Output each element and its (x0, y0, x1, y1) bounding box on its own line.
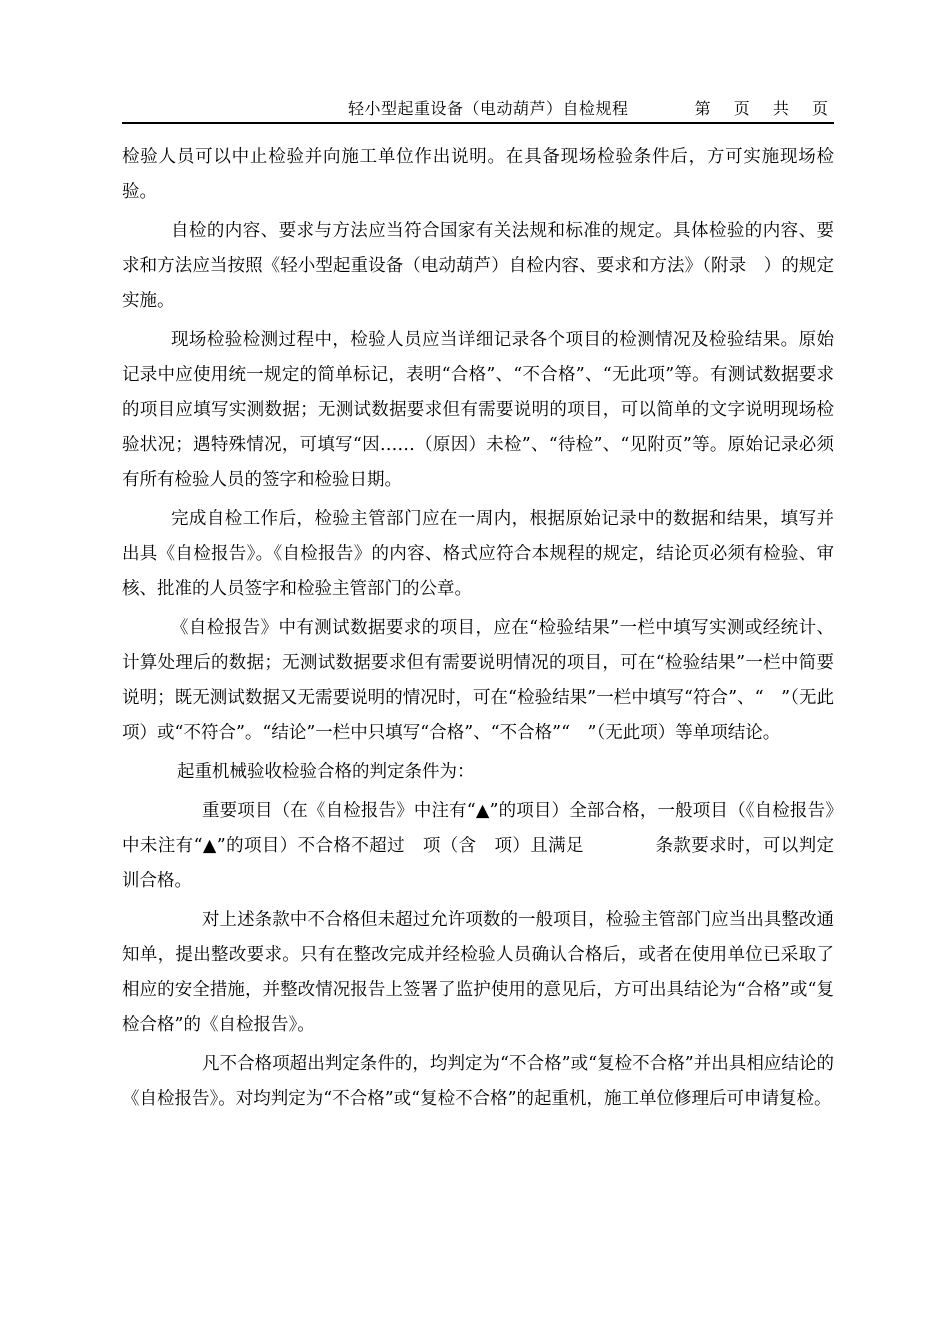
paragraph-pass-condition: 重要项目（在《自检报告》中注有“▲”的项目）全部合格，一般项目（《自检报告》中未注有“▲”的项目）不合格不超过 项（含 项）且满足 条款要求时，可以判定训合格。 (122, 801, 834, 891)
page-header (122, 92, 834, 124)
document-body (122, 140, 834, 1121)
paragraph-inspection-suspension: 检验人员可以中止检验并向施工单位作出说明。在具备现场检验条件后，方可实施现场检验。 (122, 147, 834, 202)
page-label-di: 第 (694, 99, 711, 118)
paragraph-onsite-records: 现场检验检测过程中，检验人员应当详细记录各个项目的检测情况及检验结果。原始记录中应使用统一规定的简单标记，表明“合格”、“不合格”、“无此项”等。有测试数据要求的项目应填写实测数据；无测试数据要求但有需要说明的项目，可以简单的文字说明现场检验状况；遇特殊情况，可填写“因……（原因）未检”、“待检”、“见附页”等。原始记录必须有所有检验人员的签字和检验日期。 (122, 330, 834, 490)
paragraph-rectification: 对上述条款中不合格但未超过允许项数的一般项目，检验主管部门应当出具整改通知单，提出整改要求。只有在整改完成并经检验人员确认合格后，或者在使用单位已采取了相应的安全措施，并整改情况报告上签署了监护使用的意见后，方可出具结论为“合格”或“复检合格”的《自检报告》。 (122, 910, 834, 1035)
paragraph-inspection-content: 自检的内容、要求与方法应当符合国家有关法规和标准的规定。具体检验的内容、要求和方法应当按照《轻小型起重设备（电动葫芦）自检内容、要求和方法》（附录 ）的规定实施。 (122, 221, 834, 311)
page-label-ye-total: 页 (811, 99, 828, 118)
paragraph-fail-condition: 凡不合格项超出判定条件的，均判定为“不合格”或“复检不合格”并出具相应结论的《自检报告》。对均判定为“不合格”或“复检不合格”的起重机，施工单位修理后可申请复检。 (122, 1054, 834, 1109)
paragraph-report-filling: 《自检报告》中有测试数据要求的项目，应在“检验结果”一栏中填写实测或经统计、计算处理后的数据；无测试数据要求但有需要说明情况的项目，可在“检验结果”一栏中简要说明；既无测试数据又无需要说明的情况时，可在“检验结果”一栏中填写“符合”、“ ”（无此项）或“不符合”。“结论”一栏中只填写“合格”、“不合格”“ ”（无此项）等单项结论。 (122, 618, 834, 743)
page-label-ye: 页 (733, 99, 750, 118)
paragraph-acceptance-criteria-heading: 起重机械验收检验合格的判定条件为： (177, 762, 475, 782)
page-number-indicator (677, 96, 828, 119)
page-label-gong: 共 (772, 99, 789, 118)
paragraph-report-issuance: 完成自检工作后，检验主管部门应在一周内，根据原始记录中的数据和结果，填写并出具《自检报告》。《自检报告》的内容、格式应符合本规程的规定，结论页必须有检验、审核、批准的人员签字和检验主管部门的公章。 (122, 509, 834, 599)
document-title: 轻小型起重设备（电动葫芦）自检规程 (348, 99, 629, 118)
